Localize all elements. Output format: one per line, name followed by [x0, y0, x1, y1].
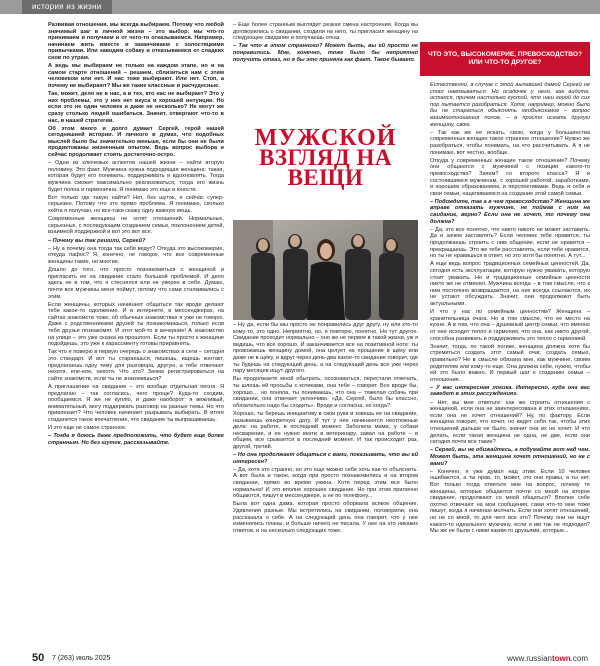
page-footer	[0, 652, 600, 666]
paragraph: Вот только где такую найти? Нет, без шуток, я сейчас супер-серьезен. Потому что это прямо проблема. Я понимаю, сколько хейта я получаю, но все-таки скажу одну важную вещь.	[48, 194, 224, 214]
paragraph: Была вот одна дама, которая просто оборвала всякое общение. Удивления разные. Мы встретились на свидании, поговорили, она рассказала о себе. А на следующий день она говорит, что у нее изменились планы, и больше ничего не писала. У нее на это никаких ответов, и на несколько следующих тоже.	[233, 501, 418, 534]
paragraph: Так что я поверю в первую очередь о знакомствах в сети – сегодня это стандарт. И вот ты стараешься, пишешь, ищешь контакт, предлагаешь одну тему для разговора, другую, а тебе отвечают нехотя, еле-еле, нехотя. Что это? Зачем регистрироваться на сайте знакомств, если ты не знакомишься?	[48, 349, 224, 382]
headline-line-1: МУЖСКОЙ	[254, 125, 397, 151]
site-prefix: www.russian	[507, 654, 552, 663]
paragraph: Развивая отношения, мы всегда выбираем. Потому что любой значимый шаг в личной жизни – это выбор: мы что-то принимаем и получаем и от чего-то отказываемся. Например, начинаем жить вместе и заканчиваем с холостяцкими привычками. Или заводим собаку и отказываемся от сладких снов по утрам.	[48, 22, 224, 61]
paragraph: Если женщины, которых начинают общаться так вроде делают тебе какое-то одолжение. И в интернете, в мессенджерах, на сайтах знакомств тоже, об обычных знакомствах я уже не говорю. Даже с родственниками друзей ты познакомишься, только если тебя друзья познакомят. И этот мой-то в вечерние! А знакомство на улице – это уже сказка из прошлого. Если ты просто к женщине подойдешь, это уже к харассменту готовы приравнять.	[48, 301, 224, 348]
paragraph: – Так как же ее искать, свою, когда у большинства современных женщин такое странное отношение? Нужно же разобраться, чтобы понимать, на что рассчитывать. А я не понимаю, вот честно, вообще.	[430, 129, 590, 156]
paragraph: Естественно, в случае с этой выпавшей дамой Сергей не стал навязываться. Но осадочек у него, как видите, остался, причем настолько густой, что наш герой до сих пор пытается разобраться. Хотя, например, можно было бы не стараться объяснять необъяснимое – вопрос взаимоотношения полов, – а просто искать другую женщину, свою.	[430, 82, 590, 128]
paragraph: Хорошо, ты берешь инициативу в свои руки и зовешь ее на свидание, называешь конкретную дату. И тут у нее начинаются неотложные дела: на работе, в последний момент. Заболела мама, у собаки несварение, и ее нужно везти в ветеринару, завал на работе – в общем, все срывается в последний момент. И так происходит раз, другой, третий.	[233, 410, 418, 450]
paragraph: А еще ведь вопрос традиционных семейных ценностей. Да, сегодня есть эксплуатации, которую нужно уважать, которую стоит уважать. Но и традиционные семейные ценности никто же не отменял. Мужчина всегда – в том смысле, что к ним постоянно возвращаются, на них всегда ссылаются, их не устают обсуждать. Значит, они продолжают быть актуальными.	[430, 261, 590, 307]
paragraph: Об этом много и долго думает Сергей, герой нашей сегодняшней истории. И личного в думах, что подобных мыслей было бы значительно меньше, если бы они не были продиктованы жизненным опытом. Ведь вопрос выбора и сейчас продолжает стоять достаточно остро.	[48, 125, 224, 159]
paragraph: Дошло до того, что просто познакомиться с женщиной и пригласить ее на свидание стало большой проблемой. И дело здесь не в том, что я стеснялся или не уверен в себе. Думаю, почти все мужчины меня поймут, потому что сами сталкивались с этим.	[48, 267, 224, 300]
paragraph: А приглашение на свидание – это вообще отдельная песня. Я предлагаю – так согласись, чего проще? Куда-то сходим, пообщаемся. Я же не куплю, и даже наоборот: я вежливый, внимательный, могу поддержать разговор на разные темы. Но что привлекает? Что человек начинает разрывать выбирать. В итоге созданется такое впечатление, что свидание ты выпрашиваешь.	[48, 384, 224, 423]
site-brand: town	[551, 654, 571, 663]
article-column-1	[48, 22, 224, 448]
paragraph: – Так что в этом странного? Может быть, вы ей просто не понравились. Мне, конечно, тоже было бы неприятно получить отказ, но я бы это приняла как факт. Такое бывает.	[233, 43, 418, 63]
paragraph: – Да, это все понятно, что никто никого не может заставить. Да и зачем заставлять? Если человек тебе нравится, ты продолжаешь строить с ним общение, если не нравится – прекращаешь. Это же тебе расставлять, если тебе нравится, но ты не нравишься в ответ, но это хотя бы понятно. А тут...	[430, 226, 590, 260]
article-column-3	[430, 82, 590, 536]
paragraph: Так, может, дело не в нас, а в тех, кто нас не выбирает? Это у них проблемы, это у них нет вкуса и хорошей интуиции. Но если это не один человек и даже не несколько? Не могут же сразу столько людей ошибаться. Значит, отвергают что-то в нас, в нашей стратегии.	[48, 91, 224, 124]
headline-line-2: ВЗГЛЯД НА ВЕЩИ	[259, 145, 392, 190]
paragraph: А ведь мы выбираем не только на каждом этапе, но и на самом старте отношений – решаем, сблизиться нам с этим человеком или нет. И нас тоже выбирают. Или нет. Стоп, а почему не выбирают? Мы же такие классные и расчудесные.	[48, 63, 224, 89]
people-photo-illustration	[233, 220, 418, 320]
paragraph: – Еще более странным выглядит резкая смена настроения. Когда вы договорились о свидании, сходили на него, ты пригласил женщину на следующее свидание и получаешь отказ.	[233, 22, 418, 42]
paragraph: – Ну да, если бы мы просто не понравились друг другу, ну или кто-то кому-то, это одно. Неприятно, но, я повторю, понятно. Но тут другое. Свидание проходит нормально – оно же не первое в такой жизни, уж я видишь, что все хорошо. И заканчивается все на позитивной ноте: ты провожаешь женщину домой, она целует на прощание в щёку или даже не в щёку, и вдруг через день-два какое-то свидание говорит, где ты будешь на следующий день, а на следующий день все уже через пару месяцев ищут другого.	[233, 322, 418, 375]
paragraph: Современные женщины не хотят отношений. Нормальных, серьезных, с последующим созданием семьи, поклонением детей, взаимной поддержкой и вот это вот все.	[48, 216, 224, 236]
paragraph: – Тогда я боюсь даже предположить, что будет еще более странным. Но без шуток, рассказывайте.	[48, 433, 224, 446]
section-tag: история из жизни	[22, 0, 112, 14]
paragraph: – Одни из ключевых аспектов нашей жизни – найти вторую половину. Это факт. Мужчина нужна подходящая женщина: такая, которая будет его понимать, поддерживать и вдохновлять. Тогда мужчина сможет максимально реализоваться, тогда его жизнь будет полна и гармонична. Я понимаю это еще в юности.	[48, 160, 224, 193]
paragraph: И это еще не самое странное.	[48, 425, 127, 432]
paragraph: – Подождите, так а в чем превосходство? Женщина же вправе отказать мужчине, не поймав с ним на свидание, верно? Если она не хочет, то почему она должна?	[430, 198, 590, 225]
article-column-2-bottom	[233, 322, 418, 536]
site-suffix: .com	[570, 654, 588, 663]
paragraph: Вы продолжаете мной обыграть, осознаваться, перестали отвечать, ты шлешь ей просьбы с котиками, она тебе – говорит. Все вроде бы, хорошо… но поняла, ты понимаешь, что она – тяжелая собачь при свидании, она отвечает уклончиво. «Да, Сергей, было бы классно, обязательно надо бы сходить». Вроде и согласна, но когда?	[233, 376, 418, 409]
paragraph: И что у нас по семейным ценностям? Женщина – хранительница очага. Но в том смысле, что ее место на кухне. А в том, что она – душевный центр семьи, что именно от нее исходит тепло и гармония, что она, как никто другой, способна развивать и поддерживать это тепло с гармонией.	[430, 309, 590, 342]
paragraph: – Ну а почему она тогда так себя ведут? Откуда это высокомерие, откуда пафос? Я, конечно, не говорю, что все современные женщины такие, но многие.	[48, 245, 224, 265]
paragraph: – Нет, вы мне ответьте: как же строить отношения с женщиной, если она не заинтересована в этих отношениях, если она не хочет отношений? Ну, по фактору. Если женщина говорит, что хочет, но ведет себя так, чтобы этих отношений дальше не было, значит она их не хочет. И что делать, если такая женщина не одна, не две, если они сегодня почти все такие?	[430, 399, 590, 446]
subheading-banner: ЧТО ЭТО, ВЫСОКОМЕРИЕ, ПРЕВОСХОДСТВО? ИЛИ ЧТО-ТО ДРУГОЕ?	[420, 42, 590, 76]
page-number: 50	[32, 652, 45, 664]
paragraph: – Но она продолжает общаться с вами, показывать, что вы ей интересен?	[233, 452, 418, 465]
paragraph: – Сергей, вы не обижайтесь, а подумайте вот над чем. Может быть, эта женщина хочет отношений, но не с вами?	[430, 447, 590, 467]
paragraph: – Почему вы так решили, Сергей?	[48, 237, 146, 244]
issue-info: 7 (263) июль 2025	[52, 655, 111, 662]
paragraph: – У вас интересная логика. Интересно, куда она вас заведет в этих рассуждениях.	[430, 384, 590, 398]
paragraph: Откуда у современных женщин такое отношение? Почему они общаются с мужчиной с позиции какого-то превосходства? Зачем? со второго класса? Я и состоявшимся мужчинам, с хорошей работой, заработками, и хорошим образованием, и перспективами. Ведь я себя и свои семьи, нацеливаемся на создание этой самой семьи.	[430, 157, 590, 197]
paragraph: Значит, тогда, по такой логике, женщина должна хотя бы стремиться создать этот самый очаг, создать семью, правильно? Не в смысле обязана мне, как мужчине, своим родителям или кому-то еще. Она должна себе, нужно, чтобы ей это было важно. И первый шаг к созданию семьи – отношения.	[430, 343, 590, 383]
article-column-2-top	[233, 22, 418, 65]
paragraph: – Конечно, я уже думал над этим. Если 10 человек ошибаются, а ты прав, то, может, это они правы, а ты нет. Вот только тогда ответьте мне на вопрос, почему те женщины, которые общаются почти со мной на второе свидание, продолжают со мной общаться? Вполне себе охотно отвечают на мои сообщения, сами что-то мне тоже пишут, когда я начинаю молчать. Если они хотят отношений, но не со мной, то для чего все это? Почему они не ищут какого-то идеального мужчину, если я им так не подходил? Мы же не были с ними каким-то друзьями, которые...	[430, 468, 590, 535]
paragraph: – Да, хотя это странно, но это еще можно себе хоть как-то объяснить. А вот была и такое, когда при просто познакомились и на втором свидании, прямо во время ужина. Хотя перед этим все было нормально! И это вполне хорошее свидание. Но при этом прилично общаются, пишут в мессенджере, а не по телефону...	[233, 466, 418, 500]
article-headline	[233, 125, 418, 190]
article-photo	[233, 220, 418, 320]
website-link[interactable]	[507, 654, 588, 663]
